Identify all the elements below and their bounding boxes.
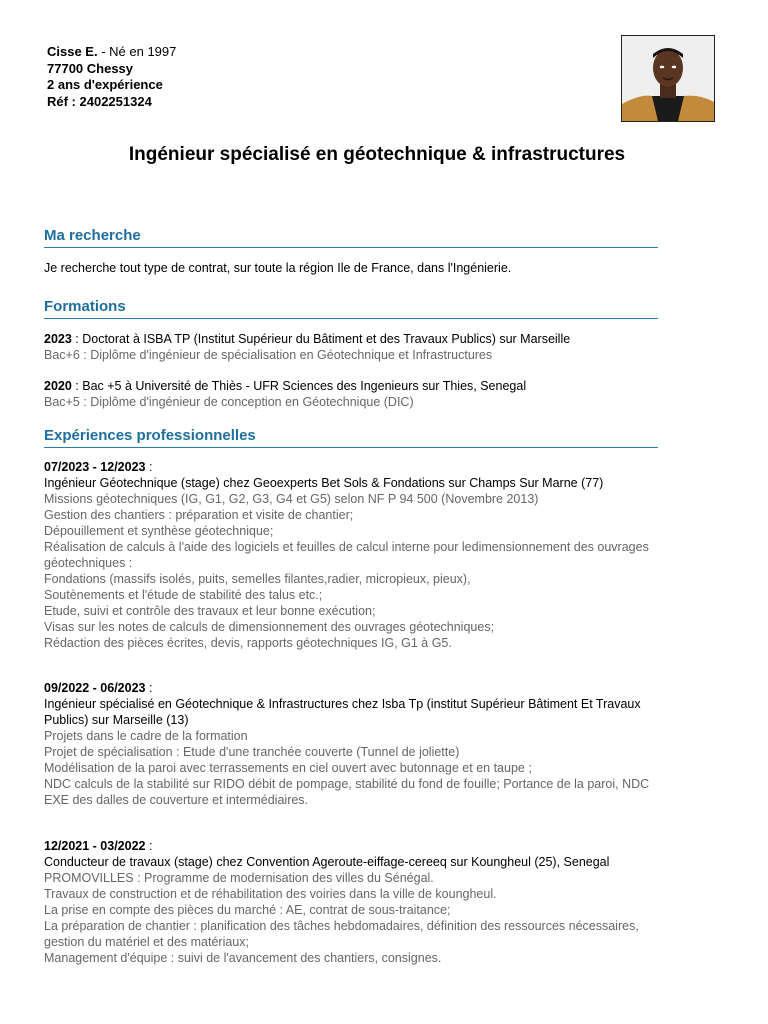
experience-line: NDC calculs de la stabilité sur RIDO débit de pompage, stabilité du fond de fouille; Portance de la paroi, NDC xyxy=(44,777,650,791)
formation-detail: Bac+5 : Diplôme d'ingénieur de conception en Géotechnique (DIC) xyxy=(44,395,414,409)
formation-year: 2020 xyxy=(44,379,72,393)
candidate-photo xyxy=(621,35,715,122)
candidate-experience: 2 ans d'expérience xyxy=(47,77,163,92)
candidate-name: Cisse E. xyxy=(47,44,98,59)
section-heading-experiences: Expériences professionnelles xyxy=(44,427,658,448)
experience-item xyxy=(44,838,704,966)
experience-line: gestion du matériel et des matériaux; xyxy=(44,935,249,949)
experience-line: Rédaction des pièces écrites, devis, rapports géotechniques IG, G1 à G5. xyxy=(44,636,452,650)
experience-line: Etude, suivi et contrôle des travaux et leur bonne exécution; xyxy=(44,604,376,618)
experience-dates: 07/2023 - 12/2023 xyxy=(44,460,146,474)
experience-item xyxy=(44,680,704,808)
experience-line: Missions géotechniques (IG, G1, G2, G3, G4 et G5) selon NF P 94 500 (Novembre 2013) xyxy=(44,492,539,506)
portrait-image xyxy=(622,36,714,121)
experience-line: Réalisation de calculs à l'aide des logiciels et feuilles de calcul interne pour ledimensionnement des ouvrages xyxy=(44,540,649,554)
section-heading-formations: Formations xyxy=(44,298,658,319)
experience-line: Travaux de construction et de réhabilitation des voiries dans la ville de koungheul. xyxy=(44,887,497,901)
candidate-city: 77700 Chessy xyxy=(47,60,134,76)
experience-line: EXE des dalles de couverture et intermédiaires. xyxy=(44,793,309,807)
formation-item xyxy=(44,331,704,363)
recherche-text: Je recherche tout type de contrat, sur toute la région Ile de France, dans l'Ingénierie. xyxy=(44,261,512,275)
formation-text: : Doctorat à ISBA TP (Institut Supérieur du Bâtiment et des Travaux Publics) sur Marseille xyxy=(71,332,571,346)
experience-role: Ingénieur Géotechnique (stage) chez Geoexperts Bet Sols & Fondations sur Champs Sur Marne (77) xyxy=(44,476,604,490)
page-title: Ingénieur spécialisé en géotechnique & infrastructures xyxy=(128,144,626,165)
candidate-birth: - Né en 1997 xyxy=(97,44,177,59)
experience-line: La préparation de chantier : planification des tâches hebdomadaires, définition des ressources nécessaires, xyxy=(44,919,639,933)
experience-role-continued: Publics) sur Marseille (13) xyxy=(44,713,189,727)
experience-line: géotechniques : xyxy=(44,556,133,570)
formation-item xyxy=(44,378,704,410)
experience-line: Modélisation de la paroi avec terrassements en ciel ouvert avec butonnage et en taupe ; xyxy=(44,761,532,775)
experience-line: Projets dans le cadre de la formation xyxy=(44,729,248,743)
experience-line: Soutènements et l'étude de stabilité des talus etc.; xyxy=(44,588,323,602)
experience-line: Visas sur les notes de calculs de dimensionnement des ouvrages géotechniques; xyxy=(44,620,495,634)
experience-sep: : xyxy=(145,681,153,695)
experience-sep: : xyxy=(145,839,153,853)
experience-role: Ingénieur spécialisé en Géotechnique & Infrastructures chez Isba Tp (institut Supérieur Bâtiment Et Travaux xyxy=(44,697,641,711)
experience-line: Management d'équipe : suivi de l'avancement des chantiers, consignes. xyxy=(44,951,442,965)
experience-line: La prise en compte des pièces du marché : AE, contrat de sous-traitance; xyxy=(44,903,451,917)
experience-role: Conducteur de travaux (stage) chez Convention Ageroute-eiffage-cereeq sur Koungheul (25), Senegal xyxy=(44,855,610,869)
formation-text: : Bac +5 à Université de Thiès - UFR Sciences des Ingenieurs sur Thies, Senegal xyxy=(71,379,527,393)
experience-line: Fondations (massifs isolés, puits, semelles filantes,radier, micropieux, pieux), xyxy=(44,572,471,586)
experience-item xyxy=(44,459,704,651)
formation-year: 2023 xyxy=(44,332,72,346)
experience-dates: 12/2021 - 03/2022 xyxy=(44,839,146,853)
experience-line: Projet de spécialisation : Etude d'une tranchée couverte (Tunnel de joliette) xyxy=(44,745,460,759)
candidate-ref: Réf : 2402251324 xyxy=(47,93,152,109)
experience-line: PROMOVILLES : Programme de modernisation des villes du Sénégal. xyxy=(44,871,434,885)
formation-detail: Bac+6 : Diplôme d'ingénieur de spécialisation en Géotechnique et Infrastructures xyxy=(44,348,493,362)
experience-line: Dépouillement et synthèse géotechnique; xyxy=(44,524,274,538)
experience-dates: 09/2022 - 06/2023 xyxy=(44,681,146,695)
experience-sep: : xyxy=(145,460,153,474)
section-heading-recherche: Ma recherche xyxy=(44,227,658,248)
experience-line: Gestion des chantiers : préparation et visite de chantier; xyxy=(44,508,354,522)
candidate-info xyxy=(47,44,176,110)
